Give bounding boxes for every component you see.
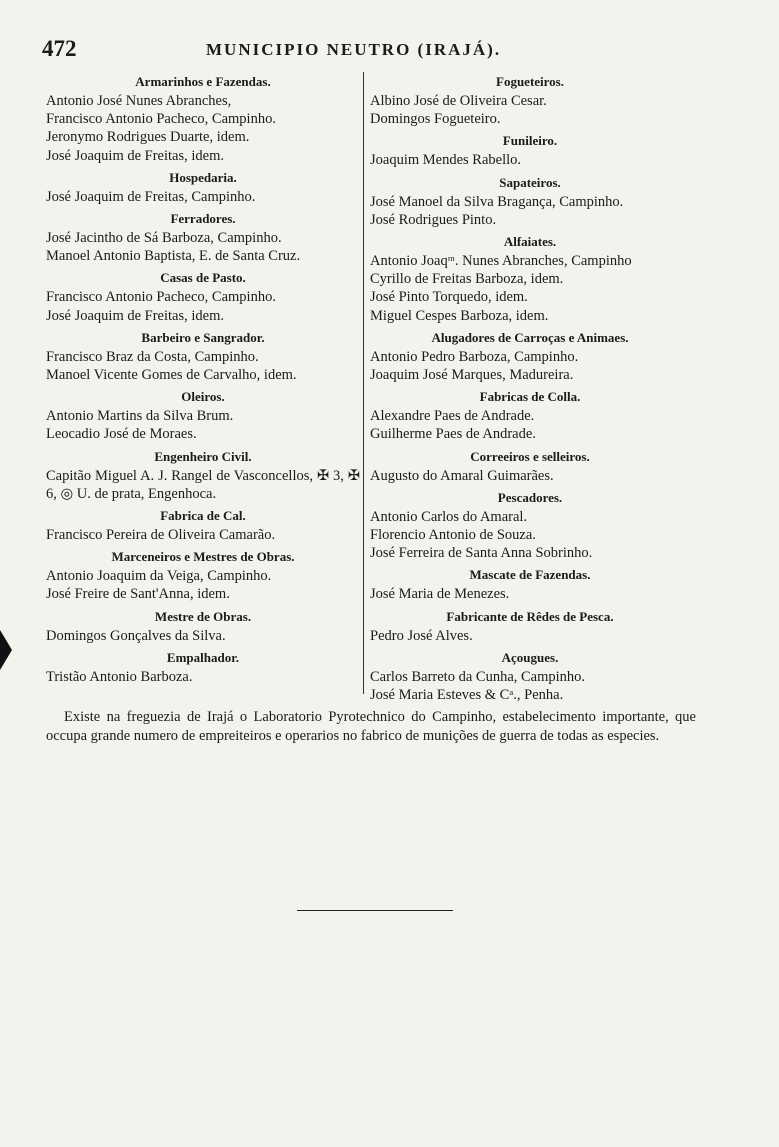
directory-entry: Manoel Vicente Gomes de Carvalho, idem. <box>46 367 297 384</box>
directory-entry: Domingos Fogueteiro. <box>370 111 501 128</box>
section-heading: Mascate de Fazendas. <box>469 567 591 583</box>
directory-section <box>46 607 360 645</box>
directory-entry: Antonio Carlos do Amaral. <box>370 508 528 525</box>
directory-entry: Francisco Antonio Pacheco, Campinho. <box>46 289 276 306</box>
directory-entry: Augusto do Amaral Guimarães. <box>370 467 554 484</box>
directory-entry: José Joaquim de Freitas, idem. <box>46 147 225 164</box>
directory-section <box>370 565 690 603</box>
directory-section <box>46 72 360 165</box>
directory-entry: Antonio Joaqᵐ. Nunes Abranches, Campinho <box>370 253 632 270</box>
directory-entry: Carlos Barreto da Cunha, Campinho. <box>370 668 586 685</box>
directory-entry: Capitão Miguel A. J. Rangel de Vasconcellos, ✠ 3, ✠ 6, ◎ U. de prata, Engenhoca. <box>46 467 360 502</box>
section-heading: Sapateiros. <box>499 174 561 190</box>
directory-section <box>46 268 360 324</box>
directory-section <box>46 506 360 544</box>
section-heading: Fabricas de Colla. <box>479 389 581 405</box>
directory-entry: José Jacintho de Sá Barboza, Campinho. <box>46 230 282 247</box>
directory-section <box>370 607 690 645</box>
directory-entry: Antonio Pedro Barboza, Campinho. <box>370 348 579 365</box>
directory-section <box>46 328 360 384</box>
directory-entry: José Maria Esteves & Cᵃ., Penha. <box>370 687 564 704</box>
column-divider <box>363 72 364 694</box>
section-heading: Funileiro. <box>502 133 558 149</box>
section-heading: Fabricante de Rêdes de Pesca. <box>446 608 614 624</box>
directory-section <box>370 232 690 325</box>
section-heading: Fogueteiros. <box>496 74 564 89</box>
directory-entry: Antonio Martins da Silva Brum. <box>46 408 234 425</box>
directory-entry: José Pinto Torquedo, idem. <box>370 289 528 306</box>
section-heading: Alugadores de Carroças e Animaes. <box>431 329 629 345</box>
directory-section <box>370 131 690 169</box>
section-heading: Engenheiro Civil. <box>154 448 252 464</box>
page-header <box>38 36 738 66</box>
directory-entry: Joaquim José Marques, Madureira. <box>370 367 574 384</box>
directory-entry: José Ferreira de Santa Anna Sobrinho. <box>370 545 593 562</box>
directory-section <box>370 488 690 563</box>
directory-entry: José Freire de Sant'Anna, idem. <box>46 586 230 603</box>
directory-entry: Joaquim Mendes Rabello. <box>370 152 522 169</box>
section-heading: Açougues. <box>501 649 559 665</box>
directory-section <box>370 328 690 384</box>
directory-entry: Jeronymo Rodrigues Duarte, idem. <box>46 129 250 146</box>
directory-entry: Albino José de Oliveira Cesar. <box>370 93 547 109</box>
directory-section <box>370 72 690 128</box>
directory-entry: Miguel Cespes Barboza, idem. <box>370 307 549 324</box>
directory-entry: Guilherme Paes de Andrade. <box>370 426 536 443</box>
section-heading: Alfaiates. <box>503 234 557 250</box>
directory-entry: Francisco Antonio Pacheco, Campinho. <box>46 111 276 128</box>
right-column <box>370 72 690 707</box>
section-heading: Empalhador. <box>166 649 240 665</box>
section-heading: Hospedaria. <box>169 169 237 185</box>
directory-entry: Pedro José Alves. <box>370 627 473 644</box>
directory-entry: Florencio Antonio de Souza. <box>370 527 536 544</box>
footer-rule <box>297 910 453 911</box>
directory-section <box>46 648 360 686</box>
directory-section <box>46 209 360 265</box>
running-title: MUNICIPIO NEUTRO (IRAJÁ). <box>206 40 502 59</box>
directory-entry: Tristão Antonio Barboza. <box>46 668 193 685</box>
directory-section <box>46 547 360 603</box>
page-number: 472 <box>42 36 77 61</box>
directory-section <box>370 387 690 443</box>
directory-entry: Francisco Braz da Costa, Campinho. <box>46 348 259 365</box>
section-heading: Casas de Pasto. <box>160 270 246 286</box>
section-heading: Fabrica de Cal. <box>160 508 246 524</box>
section-heading: Oleiros. <box>181 389 225 405</box>
closing-paragraph: Existe na freguezia de Irajá o Laboratorio Pyrotechnico do Campinho, estabelecimento importante, que occupa grande numero de empreiteiros e operarios no fabrico de munições de guerra de todas as especies. <box>46 709 696 744</box>
directory-entry: Alexandre Paes de Andrade. <box>370 408 535 425</box>
section-heading: Armarinhos e Fazendas. <box>135 74 271 89</box>
directory-entry: Leocadio José de Moraes. <box>46 426 197 443</box>
directory-entry: José Joaquim de Freitas, Campinho. <box>46 188 256 205</box>
directory-entry: Antonio Joaquim da Veiga, Campinho. <box>46 568 272 585</box>
directory-section <box>46 168 360 206</box>
directory-section <box>46 387 360 443</box>
directory-entry: Antonio José Nunes Abranches, <box>46 93 232 109</box>
directory-entry: José Rodrigues Pinto. <box>370 211 497 228</box>
directory-section <box>370 447 690 485</box>
directory-entry: José Joaquim de Freitas, idem. <box>46 307 225 324</box>
directory-entry: Cyrillo de Freitas Barboza, idem. <box>370 271 564 288</box>
section-heading: Marceneiros e Mestres de Obras. <box>111 549 295 565</box>
section-heading: Mestre de Obras. <box>154 608 252 624</box>
directory-section <box>370 173 690 229</box>
directory-entry: Domingos Gonçalves da Silva. <box>46 627 226 644</box>
section-heading: Correeiros e selleiros. <box>470 448 590 464</box>
directory-entry: José Maria de Menezes. <box>370 586 510 603</box>
left-column <box>46 72 360 689</box>
margin-mark <box>0 630 12 670</box>
directory-section <box>370 648 690 704</box>
section-heading: Ferradores. <box>170 211 236 227</box>
section-heading: Barbeiro e Sangrador. <box>141 329 265 345</box>
section-heading: Pescadores. <box>497 489 563 505</box>
directory-section <box>46 447 360 503</box>
directory-entry: Manoel Antonio Baptista, E. de Santa Cruz. <box>46 248 301 265</box>
directory-entry: Francisco Pereira de Oliveira Camarão. <box>46 527 276 544</box>
directory-entry: José Manoel da Silva Bragança, Campinho. <box>370 193 624 210</box>
